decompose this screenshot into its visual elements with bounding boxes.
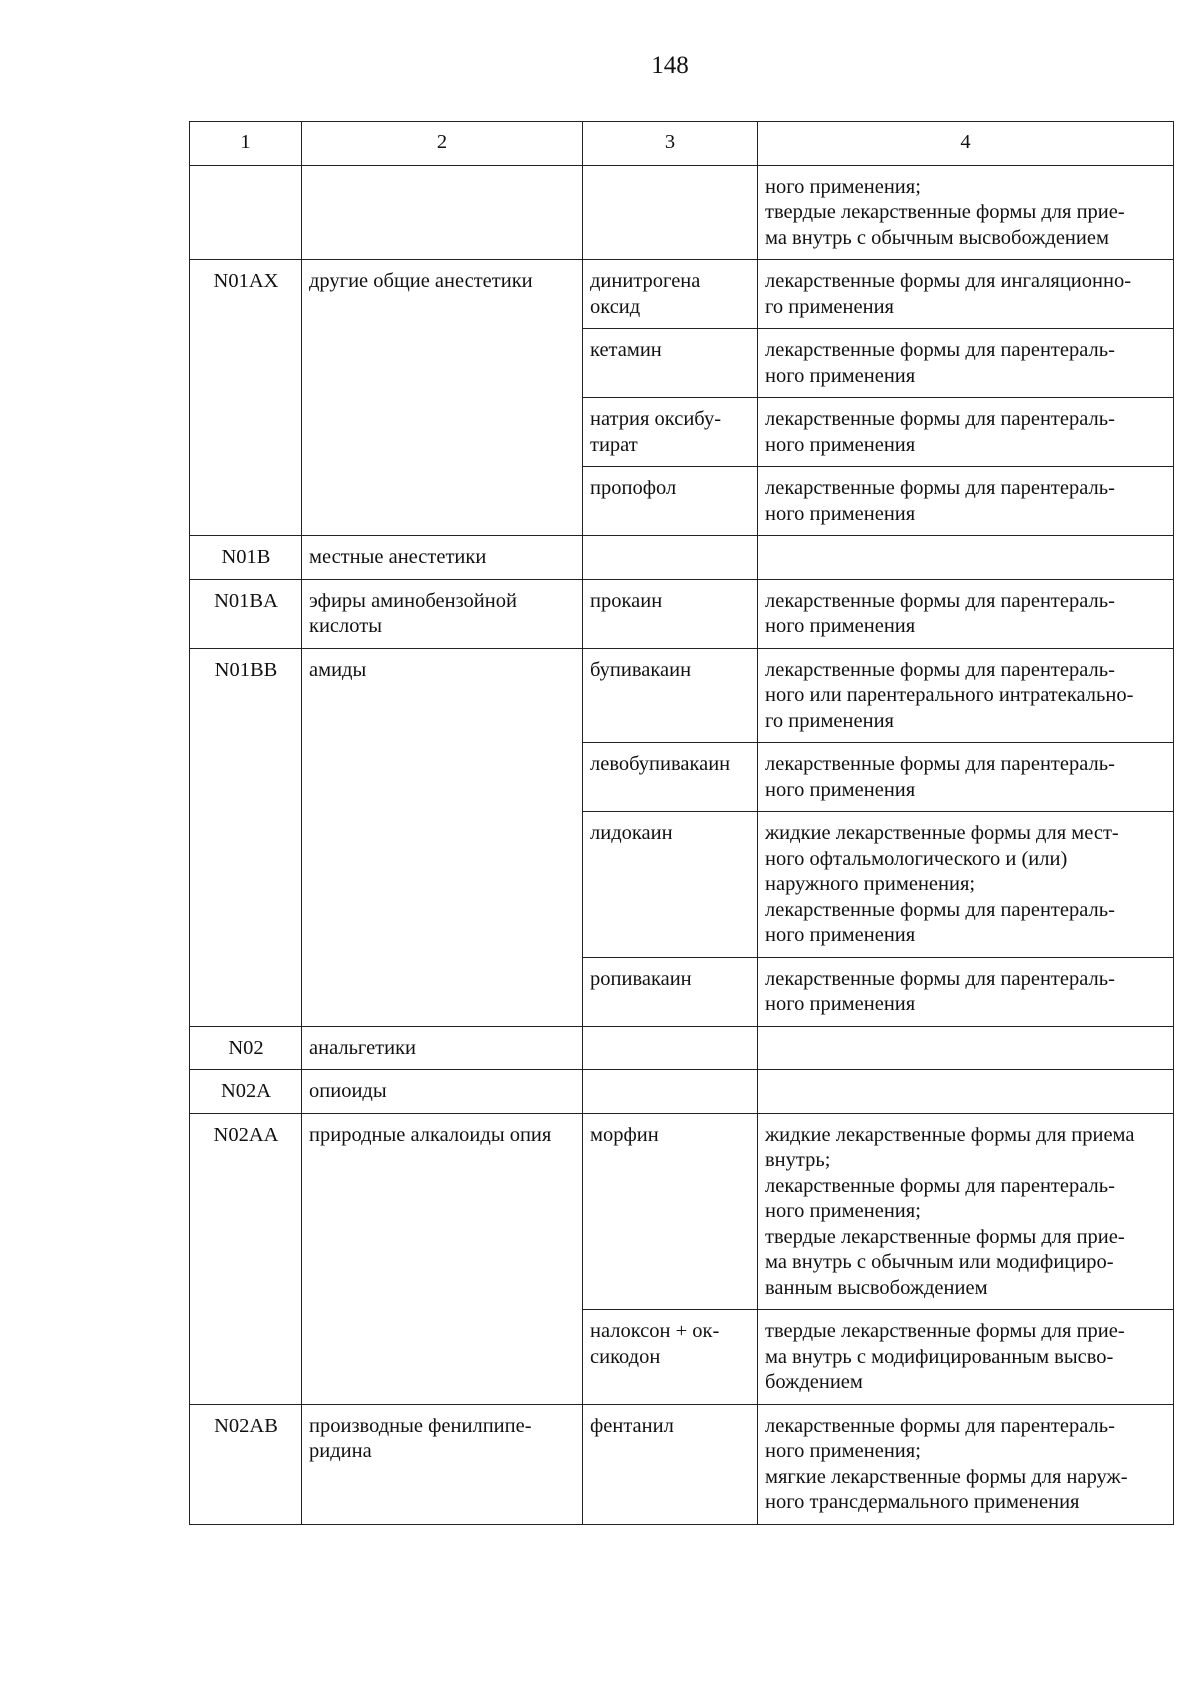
table-row — [190, 260, 1174, 329]
cell-line: амиды — [309, 658, 367, 681]
cell-line: мягкие лекарственные формы для наруж- — [765, 1465, 1128, 1488]
cell-line: ного применения; — [765, 1440, 921, 1462]
cell-line: твердые лекарственные формы для прие- — [765, 1225, 1125, 1248]
dosage-forms-cell — [758, 743, 1174, 812]
dosage-forms-cell — [758, 1113, 1174, 1310]
cell-line: ного трансдермального применения — [765, 1491, 1080, 1513]
header-cell: 2 — [302, 122, 583, 166]
table-row — [190, 648, 1174, 743]
cell-line: жидкие лекарственные формы для мест- — [765, 822, 1119, 844]
cell-line: внутрь; — [765, 1149, 831, 1171]
atc-code-cell: N01BA — [190, 579, 302, 648]
cell-line: пропофол — [590, 477, 677, 499]
drug-name-cell — [583, 1404, 758, 1524]
atc-code-cell: N02AA — [190, 1113, 302, 1404]
drug-name-cell — [583, 1310, 758, 1405]
table-row — [190, 579, 1174, 648]
cell-line: ного применения — [765, 778, 916, 801]
cell-line: налоксон + ок- — [590, 1320, 720, 1342]
cell-line: лекарственные формы для ингаляционно- — [765, 270, 1132, 292]
cell-line: ного или парентерального интратекально- — [765, 684, 1134, 706]
group-name-cell — [302, 1404, 583, 1524]
cell-line: динитрогена — [590, 270, 701, 292]
cell-line: лекарственные формы для парентераль- — [765, 1174, 1115, 1197]
dosage-forms-cell — [758, 165, 1174, 260]
atc-code-cell: N02A — [190, 1070, 302, 1114]
atc-code-cell — [190, 165, 302, 260]
cell-line: тират — [590, 433, 638, 456]
atc-code-cell: N01BB — [190, 648, 302, 1026]
atc-code-cell: N01B — [190, 536, 302, 580]
drug-name-cell — [583, 1113, 758, 1310]
cell-line: фентанил — [590, 1414, 674, 1437]
header-cell: 4 — [758, 122, 1174, 166]
dosage-forms-cell — [758, 398, 1174, 467]
cell-line: твердые лекарственные формы для прие- — [765, 1320, 1125, 1342]
cell-line: сикодон — [590, 1345, 661, 1368]
dosage-forms-cell — [758, 329, 1174, 398]
cell-line: ного применения — [765, 615, 916, 637]
cell-line: ного офтальмологического и (или) — [765, 847, 1068, 870]
atc-code-cell: N02 — [190, 1026, 302, 1070]
cell-line: бождением — [765, 1371, 863, 1393]
cell-line: оксид — [590, 295, 641, 318]
drug-name-cell — [583, 260, 758, 329]
dosage-forms-cell — [758, 812, 1174, 958]
drug-name-cell — [583, 648, 758, 743]
group-name-cell — [302, 1026, 583, 1070]
cell-line: природные алкалоиды опия — [309, 1123, 552, 1146]
cell-line: кислоты — [309, 615, 382, 637]
dosage-forms-cell — [758, 1404, 1174, 1524]
table-row — [190, 1113, 1174, 1310]
table-row — [190, 1404, 1174, 1524]
cell-line: лекарственные формы для парентераль- — [765, 408, 1115, 430]
cell-line: ного применения; — [765, 175, 921, 198]
cell-line: анальгетики — [309, 1036, 417, 1059]
drug-name-cell — [583, 812, 758, 958]
cell-line: ного применения — [765, 502, 916, 525]
drug-name-cell — [583, 536, 758, 580]
cell-line: морфин — [590, 1123, 659, 1146]
cell-line: лекарственные формы для парентераль- — [765, 753, 1115, 775]
group-name-cell — [302, 1113, 583, 1404]
cell-line: лидокаин — [590, 822, 673, 844]
cell-line: левобупивакаин — [590, 753, 731, 775]
drug-name-cell — [583, 579, 758, 648]
group-name-cell — [302, 579, 583, 648]
dosage-forms-cell — [758, 1310, 1174, 1405]
group-name-cell — [302, 165, 583, 260]
cell-line: натрия оксибу- — [590, 408, 722, 430]
header-cell: 1 — [190, 122, 302, 166]
cell-line: ного применения — [765, 364, 916, 387]
drug-name-cell — [583, 329, 758, 398]
cell-line: жидкие лекарственные формы для приема — [765, 1123, 1135, 1146]
cell-line: ного применения — [765, 433, 916, 456]
cell-line: лекарственные формы для парентераль- — [765, 898, 1115, 921]
cell-line: производные фенилпипе- — [309, 1414, 532, 1437]
cell-line: лекарственные формы для парентераль- — [765, 589, 1115, 612]
cell-line: лекарственные формы для парентераль- — [765, 967, 1115, 990]
cell-line: го применения — [765, 295, 894, 318]
dosage-forms-cell — [758, 260, 1174, 329]
table-row — [190, 165, 1174, 260]
cell-line: ного применения — [765, 924, 916, 946]
dosage-forms-cell — [758, 467, 1174, 536]
cell-line: лекарственные формы для парентераль- — [765, 1414, 1115, 1437]
cell-line: лекарственные формы для парентераль- — [765, 477, 1115, 499]
group-name-cell — [302, 1070, 583, 1114]
table-row — [190, 1070, 1174, 1114]
dosage-forms-cell — [758, 957, 1174, 1026]
page-number: 148 — [651, 52, 689, 79]
cell-line: бупивакаин — [590, 658, 692, 681]
drug-name-cell — [583, 957, 758, 1026]
drug-table — [189, 121, 1174, 1525]
table-row — [190, 1026, 1174, 1070]
table-row — [190, 536, 1174, 580]
cell-line: местные анестетики — [309, 546, 487, 568]
cell-line: ма внутрь с обычным высвобождением — [765, 226, 1109, 249]
cell-line: другие общие анестетики — [309, 270, 533, 292]
cell-line: опиоиды — [309, 1080, 387, 1102]
dosage-forms-cell — [758, 579, 1174, 648]
cell-line: ванным высвобождением — [765, 1276, 988, 1299]
group-name-cell — [302, 536, 583, 580]
cell-line: ма внутрь с модифицированным высво- — [765, 1345, 1114, 1368]
cell-line: ма внутрь с обычным или модифициро- — [765, 1251, 1114, 1273]
dosage-forms-cell — [758, 648, 1174, 743]
cell-line: прокаин — [590, 589, 663, 612]
cell-line: ного применения — [765, 993, 916, 1015]
header-row — [190, 122, 1174, 166]
drug-name-cell — [583, 1070, 758, 1114]
dosage-forms-cell — [758, 1026, 1174, 1070]
cell-line: лекарственные формы для парентераль- — [765, 658, 1115, 681]
dosage-forms-cell — [758, 536, 1174, 580]
cell-line: го применения — [765, 709, 894, 732]
header-cell: 3 — [583, 122, 758, 166]
atc-code-cell: N02AB — [190, 1404, 302, 1524]
atc-code-cell: N01AX — [190, 260, 302, 536]
cell-line: твердые лекарственные формы для прие- — [765, 201, 1125, 223]
cell-line: лекарственные формы для парентераль- — [765, 339, 1115, 361]
dosage-forms-cell — [758, 1070, 1174, 1114]
drug-name-cell — [583, 467, 758, 536]
drug-name-cell — [583, 165, 758, 260]
table-body — [190, 122, 1174, 1525]
group-name-cell — [302, 260, 583, 536]
drug-name-cell — [583, 743, 758, 812]
drug-name-cell — [583, 1026, 758, 1070]
cell-line: наружного применения; — [765, 873, 976, 895]
cell-line: ного применения; — [765, 1200, 921, 1222]
cell-line: эфиры аминобензойной — [309, 589, 517, 612]
cell-line: ридина — [309, 1440, 372, 1462]
cell-line: ропивакаин — [590, 967, 692, 990]
drug-name-cell — [583, 398, 758, 467]
cell-line: кетамин — [590, 339, 662, 361]
group-name-cell — [302, 648, 583, 1026]
